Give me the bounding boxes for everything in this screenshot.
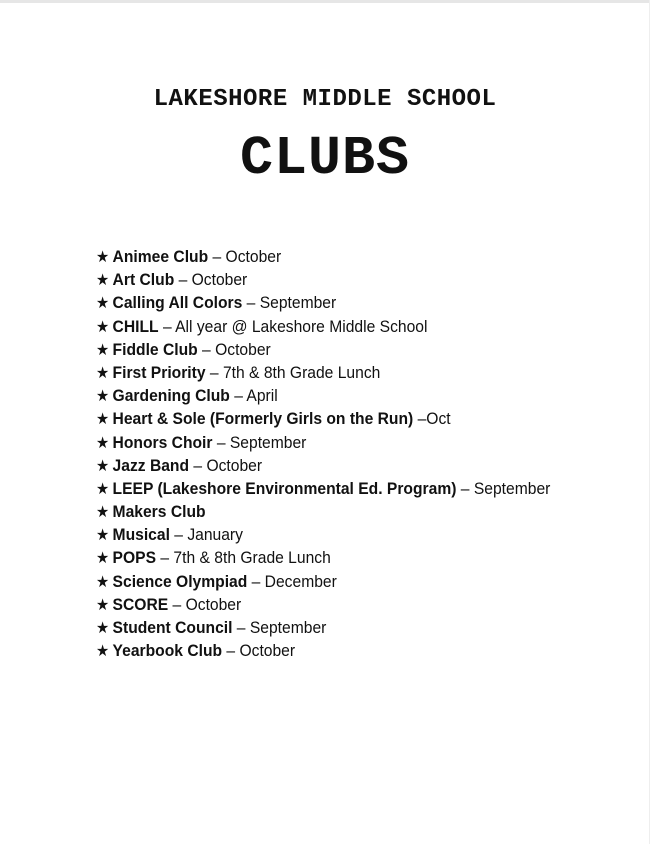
star-icon: ★	[96, 527, 110, 545]
club-name: First Priority	[112, 362, 206, 382]
club-name: SCORE	[112, 594, 169, 614]
club-name: Yearbook Club	[112, 641, 223, 661]
club-list	[96, 245, 590, 662]
club-detail: – 7th & 8th Grade Lunch	[205, 362, 381, 382]
club-name: Science Olympiad	[112, 571, 248, 591]
club-name: POPS	[112, 548, 157, 568]
club-detail: – September	[232, 618, 327, 637]
list-item	[96, 245, 550, 268]
club-detail: – September	[456, 478, 551, 498]
star-icon: ★	[96, 596, 110, 614]
club-detail: –Oct	[413, 409, 451, 429]
club-name: Fiddle Club	[112, 339, 198, 359]
star-icon: ★	[96, 504, 110, 522]
list-item	[96, 523, 550, 546]
list-item	[96, 593, 550, 616]
page-top-edge	[0, 0, 650, 3]
star-icon: ★	[96, 434, 110, 452]
star-icon: ★	[96, 573, 110, 591]
star-icon: ★	[96, 318, 110, 336]
list-item	[96, 268, 550, 291]
club-name: Heart & Sole (Formerly Girls on the Run)	[112, 409, 414, 429]
list-item	[96, 454, 550, 477]
club-name: Calling All Colors	[112, 293, 243, 313]
star-icon: ★	[96, 457, 110, 475]
star-icon: ★	[96, 249, 110, 266]
club-name: Musical	[112, 525, 170, 545]
list-item	[96, 291, 550, 314]
club-detail: – December	[247, 571, 337, 591]
page-title: CLUBS	[239, 127, 411, 190]
club-name: Art Club	[112, 270, 175, 290]
star-icon: ★	[96, 550, 110, 568]
list-item	[96, 315, 550, 338]
club-name: LEEP (Lakeshore Environmental Ed. Program)	[112, 478, 457, 498]
club-name: CHILL	[112, 316, 159, 336]
club-name: Animee Club	[112, 247, 209, 266]
list-item	[96, 407, 550, 430]
star-icon: ★	[96, 388, 110, 406]
star-icon: ★	[96, 643, 110, 661]
list-item	[96, 570, 550, 593]
star-icon: ★	[96, 364, 110, 382]
school-name: LAKESHORE MIDDLE SCHOOL	[153, 86, 497, 113]
club-name: Honors Choir	[112, 432, 213, 452]
club-detail: – October	[168, 594, 242, 614]
list-item	[96, 338, 550, 361]
club-detail: – September	[212, 432, 307, 452]
club-detail: – January	[169, 525, 243, 545]
club-detail: – April	[229, 386, 278, 406]
club-detail: – 7th & 8th Grade Lunch	[156, 548, 331, 568]
club-detail: – October	[208, 247, 282, 266]
list-item	[96, 361, 550, 384]
club-detail: – All year @ Lakeshore Middle School	[158, 316, 428, 336]
list-item	[96, 616, 550, 639]
list-item	[96, 477, 550, 500]
star-icon: ★	[96, 341, 110, 359]
club-name: Gardening Club	[112, 386, 230, 406]
club-name: Jazz Band	[112, 455, 190, 475]
club-name: Student Council	[112, 618, 233, 637]
club-detail: – October	[189, 455, 263, 475]
star-icon: ★	[96, 620, 110, 637]
list-item	[96, 431, 550, 454]
club-detail: – September	[242, 293, 337, 313]
list-item	[96, 500, 550, 523]
club-detail: – October	[197, 339, 271, 359]
list-item	[96, 639, 550, 662]
club-detail: – October	[222, 641, 296, 661]
club-detail: – October	[174, 270, 248, 290]
star-icon: ★	[96, 295, 110, 313]
star-icon: ★	[96, 480, 110, 498]
star-icon: ★	[96, 411, 110, 429]
club-name: Makers Club	[112, 502, 206, 522]
list-item	[96, 384, 550, 407]
list-item	[96, 546, 550, 569]
star-icon: ★	[96, 272, 110, 290]
